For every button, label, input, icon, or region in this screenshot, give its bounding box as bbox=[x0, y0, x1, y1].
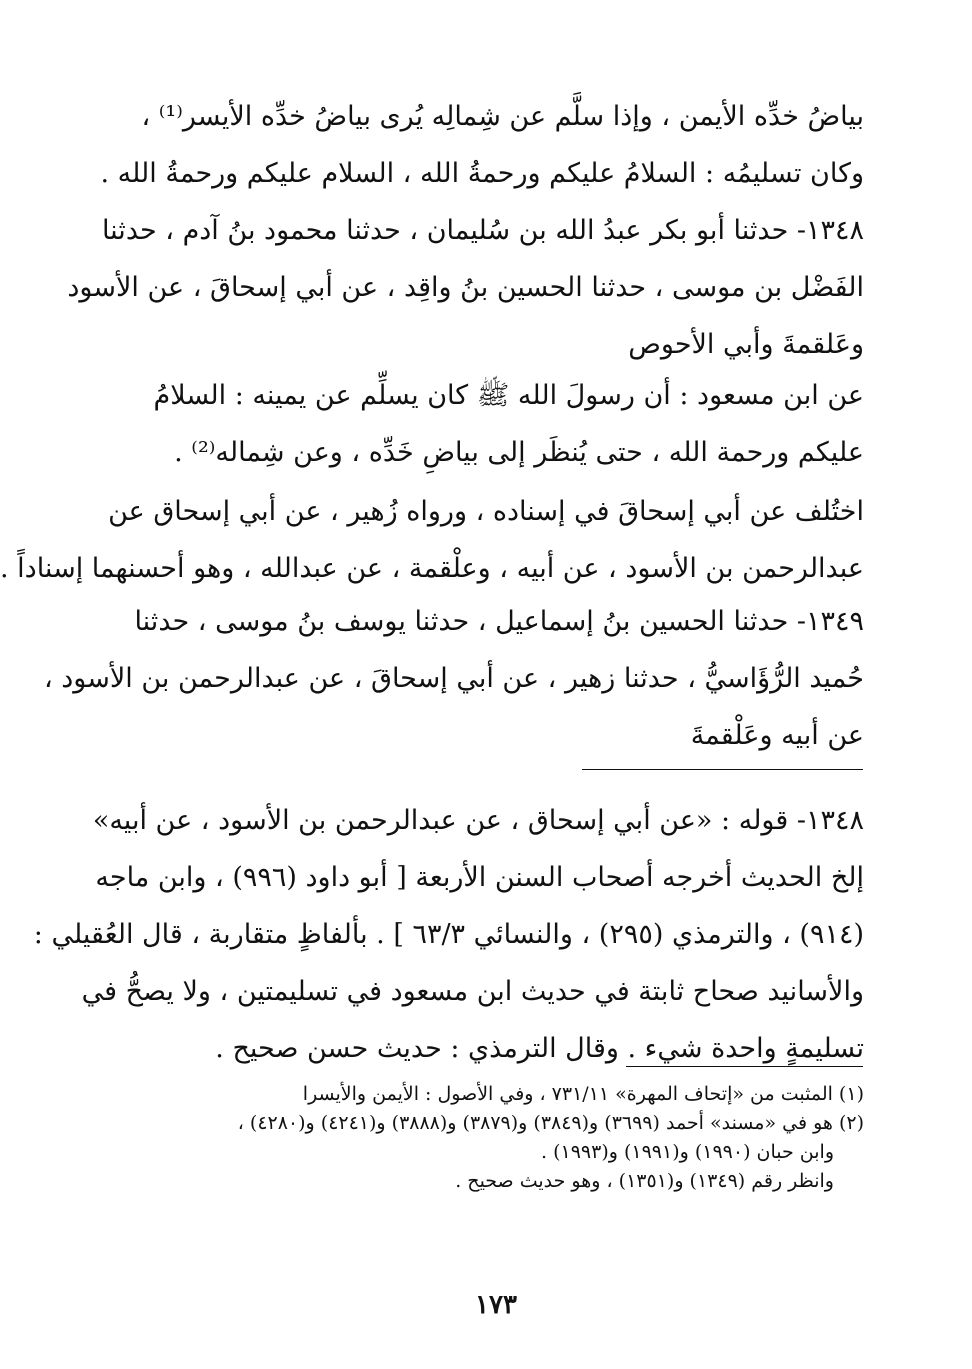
text-line: (٩١٤) ، والترمذي (٢٩٥) ، والنسائي ٦٣/٣ ] . بألفاظٍ متقاربة ، قال العُقيلي : bbox=[33, 919, 864, 950]
text-line: عن أبيه وعَلْقمةَ bbox=[690, 720, 864, 751]
text-line: وعَلقمةَ وأبي الأحوص bbox=[628, 329, 864, 360]
footnote-2-continued: وابن حبان (١٩٩٠) و(١٩٩١) و(١٩٩٣) . bbox=[541, 1141, 834, 1163]
text-line: عليكم ورحمة الله ، حتى يُنظَر إلى بياضِ خَدِّه ، وعن شِماله⁽²⁾ . bbox=[174, 437, 864, 468]
text-line: تسليمةٍ واحدة شيء . وقال الترمذي : حديث حسن صحيح . bbox=[215, 1033, 864, 1064]
text-line: بياضُ خدِّه الأيمن ، وإذا سلَّم عن شِمالِه يُرى بياضُ خدِّه الأيسر⁽¹⁾ ، bbox=[141, 101, 864, 132]
footnote-1: (١) المثبت من «إتحاف المهرة» ٧٣١/١١ ، وفي الأصول : الأيمن والأيسرا bbox=[302, 1083, 864, 1105]
text-line: عبدالرحمن بن الأسود ، عن أبيه ، وعلْقمة ، عن عبدالله ، وهو أحسنهما إسناداً . bbox=[0, 553, 864, 584]
text-line: وكان تسليمُه : السلامُ عليكم ورحمةُ الله ، السلام عليكم ورحمةُ الله . bbox=[100, 158, 864, 189]
footnote-2: (٢) هو في «مسند» أحمد (٣٦٩٩) و(٣٨٤٩) و(٣٨٧٩) و(٣٨٨٨) و(٤٢٤١) و(٤٢٨٠) ، bbox=[237, 1112, 864, 1134]
text-line: حُميد الرُّؤَاسيُّ ، حدثنا زهير ، عن أبي إسحاقَ ، عن عبدالرحمن بن الأسود ، bbox=[43, 663, 864, 694]
footnotes bbox=[158, 1080, 864, 1196]
text-line: ١٣٤٩- حدثنا الحسين بنُ إسماعيل ، حدثنا يوسف بنُ موسى ، حدثنا bbox=[134, 606, 864, 637]
hadith-1348-matn bbox=[153, 367, 864, 481]
text-line: ١٣٤٨- حدثنا أبو بكر عبدُ الله بن سُليمان ، حدثنا محمود بنُ آدم ، حدثنا bbox=[101, 215, 864, 246]
paragraph-continuation bbox=[100, 88, 864, 202]
text-line: اختُلف عن أبي إسحاقَ في إسناده ، ورواه زُهير ، عن أبي إسحاق عن bbox=[108, 496, 864, 527]
text-line: والأسانيد صحاح ثابتة في حديث ابن مسعود في تسليمتين ، ولا يصحُّ في bbox=[81, 976, 864, 1007]
footnote-separator bbox=[626, 1066, 863, 1067]
commentary-1348 bbox=[33, 792, 864, 1077]
commentary-separator bbox=[582, 769, 863, 770]
text-line: عن ابن مسعود : أن رسولَ الله ﷺ كان يسلِّم عن يمينه : السلامُ bbox=[153, 380, 864, 411]
hadith-1348-isnad bbox=[67, 202, 864, 373]
footnote-2-see-also: وانظر رقم (١٣٤٩) و(١٣٥١) ، وهو حديث صحيح . bbox=[455, 1170, 834, 1192]
isnad-note bbox=[0, 483, 864, 597]
hadith-1349-isnad bbox=[43, 593, 864, 764]
text-line: ١٣٤٨- قوله : «عن أبي إسحاق ، عن عبدالرحمن بن الأسود ، عن أبيه» bbox=[92, 805, 864, 836]
text-line: الفَضْل بن موسى ، حدثنا الحسين بنُ واقِد ، عن أبي إسحاقَ ، عن الأسود bbox=[67, 272, 864, 303]
page-number: ١٧٣ bbox=[475, 1290, 517, 1320]
text-line: إلخ الحديث أخرجه أصحاب السنن الأربعة [ أبو داود (٩٩٦) ، وابن ماجه bbox=[95, 862, 864, 893]
